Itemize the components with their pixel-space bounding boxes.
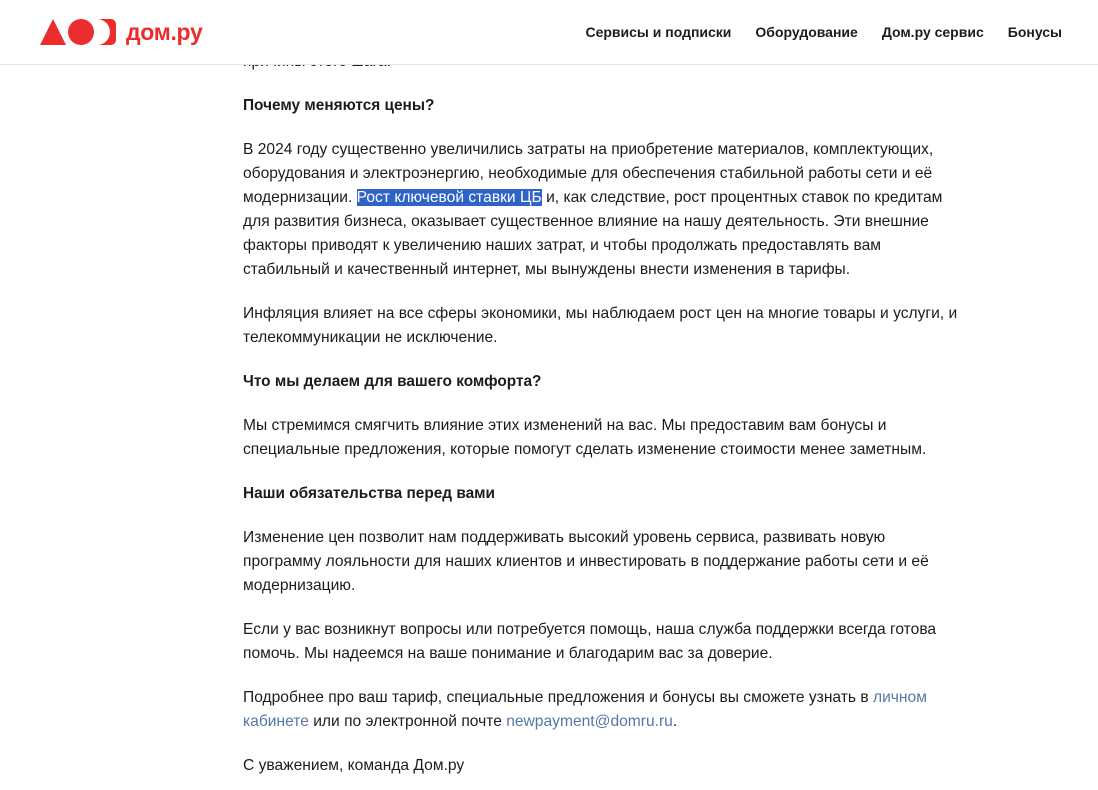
heading-why-prices-change: Почему меняются цены?: [243, 97, 435, 114]
site-header: [0, 0, 1098, 65]
signoff: С уважением, команда Дом.ру: [243, 757, 465, 774]
paragraph-comfort: Мы стремимся смягчить влияние этих изменений на вас. Мы предоставим вам бонусы и специальные предложения, которые помогут сделать изменение стоимости менее заметным.: [243, 417, 927, 458]
paragraph-obligations: Изменение цен позволит нам поддерживать высокий уровень сервиса, развивать новую программу лояльности для наших клиентов и инвестировать в поддержание работы сети и её модернизацию.: [243, 529, 929, 594]
paragraph-more-info: [243, 686, 963, 734]
more-info-end: .: [672, 713, 678, 730]
nav-domru-service[interactable]: Дом.ру сервис: [881, 24, 984, 40]
paragraph-costs-text: В 2024 году существенно увеличились затраты на приобретение материалов, комплектующих, оборудования и электроэнергию, необходимые для обеспечения стабильной работы сети и её модернизации.: [243, 141, 934, 206]
brand-logo[interactable]: [40, 18, 203, 46]
more-info-middle: или по электронной почте: [308, 713, 507, 730]
paragraph-support: Если у вас возникнут вопросы или потребуется помощь, наша служба поддержки всегда готова помочь. Мы надеемся на ваше понимание и благодарим вас за доверие.: [243, 621, 937, 662]
logo-mark-icon: [40, 18, 116, 46]
paragraph-inflation: Инфляция влияет на все сферы экономики, мы наблюдаем рост цен на многие товары и услуги, и телекоммуникации не исключение.: [243, 305, 958, 346]
selected-text-key-rate: Рост ключевой ставки ЦБ: [356, 189, 542, 206]
nav-services-subscriptions[interactable]: Сервисы и подписки: [585, 24, 732, 40]
personal-account-link[interactable]: личном кабинете: [243, 689, 927, 730]
nav-equipment[interactable]: Оборудование: [755, 24, 858, 40]
paragraph-costs-continuation: и, как следствие, рост процентных ставок по кредитам для развития бизнеса, оказывает существенное влияние на нашу деятельность. Эти внешние факторы приводят к увеличению наших затрат, и чтобы продолжать предоставлять вам стабильный и качественный интернет, мы вынуждены внести изменения в тарифы.: [243, 189, 943, 278]
nav-bonuses[interactable]: Бонусы: [1007, 24, 1062, 40]
main-nav: [561, 0, 1062, 64]
paragraph-costs: [243, 138, 963, 282]
email-link[interactable]: newpayment@domru.ru: [506, 713, 673, 730]
heading-comfort: Что мы делаем для вашего комфорта?: [243, 373, 542, 390]
logo-text: дом.ру: [126, 19, 203, 45]
heading-obligations: Наши обязательства перед вами: [243, 485, 495, 502]
more-info-text: Подробнее про ваш тариф, специальные предложения и бонусы вы сможете узнать в: [243, 689, 873, 706]
